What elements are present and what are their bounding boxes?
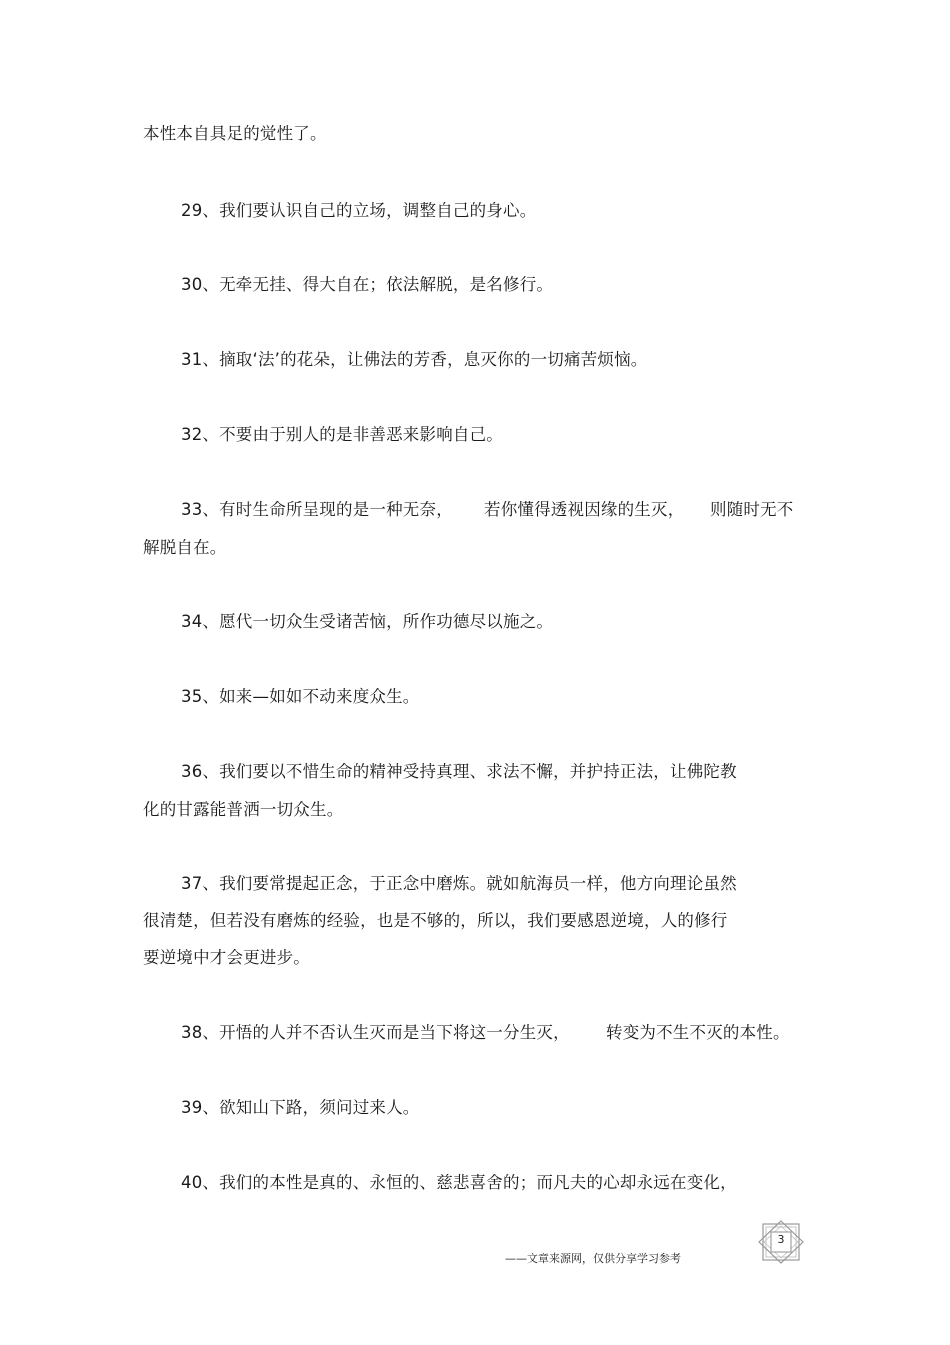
text-line: 38、开悟的人并不否认生灭而是当下将这一分生灭， — [181, 1023, 570, 1042]
text-line: 化的甘露能普洒一切众生。 — [143, 800, 344, 819]
text-line: 36、我们要以不惜生命的精神受持真理、求法不懈，并护持正法，让佛陀教 — [181, 762, 737, 781]
text-line: 37、我们要常提起正念，于正念中磨炼。就如航海员一样，他方向理论虽然 — [181, 874, 737, 893]
text-line: 很清楚，但若没有磨炼的经验，也是不够的，所以，我们要感恩逆境，人的修行 — [143, 911, 728, 930]
text-line: 40、我们的本性是真的、永恒的、慈悲喜舍的；而凡夫的心却永远在变化， — [181, 1173, 737, 1192]
text-line: 34、愿代一切众生受诸苦恼，所作功德尽以施之。 — [181, 612, 554, 631]
text-line: 33、有时生命所呈现的是一种无奈， — [181, 500, 453, 519]
text-line: 本性本自具足的觉性了。 — [143, 124, 327, 143]
text-line: 35、如来—如如不动来度众生。 — [181, 687, 420, 706]
text-line: 解脱自在。 — [143, 538, 227, 557]
text-line: 转变为不生不灭的本性。 — [606, 1023, 790, 1042]
text-line: 31、摘取‘法’的花朵，让佛法的芳香，息灭你的一切痛苦烦恼。 — [181, 350, 648, 369]
page-number-badge — [757, 1220, 805, 1264]
text-line: 若你懂得透视因缘的生灭， — [484, 500, 685, 519]
text-line: 32、不要由于别人的是非善恶来影响自己。 — [181, 425, 503, 444]
text-line: 30、无牵无挂、得大自在；依法解脱，是名修行。 — [181, 275, 554, 294]
page-number: 3 — [777, 1233, 785, 1246]
text-line: 29、我们要认识自己的立场，调整自己的身心。 — [181, 201, 537, 220]
text-line: 39、欲知山下路，须问过来人。 — [181, 1098, 420, 1117]
footer-source-note: ——文章来源网，仅供分享学习参考 — [505, 1252, 681, 1265]
text-line: 则随时无不 — [710, 500, 794, 519]
text-line: 要逆境中才会更进步。 — [143, 948, 310, 967]
